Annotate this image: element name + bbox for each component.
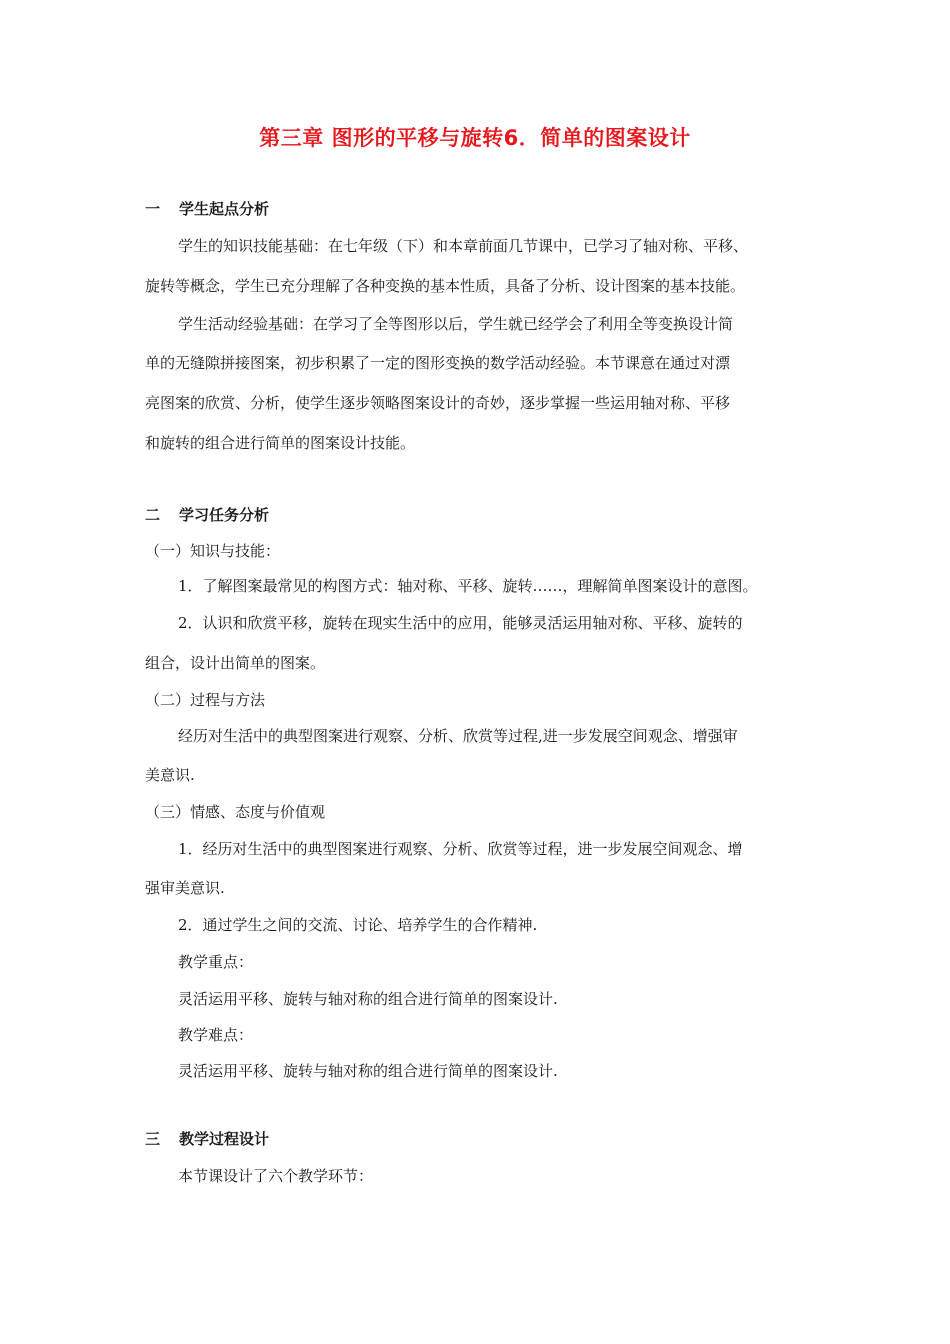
paragraph-line: 经历对生活中的典型图案进行观察、分析、欣赏等过程,进一步发展空间观念、增强审 xyxy=(178,727,738,745)
subsection-heading: （一）知识与技能： xyxy=(145,542,281,560)
document-title: 第三章 图形的平移与旋转6．简单的图案设计 xyxy=(259,126,691,150)
section-1-number: 一 xyxy=(145,200,161,218)
list-item: 1．经历对生活中的典型图案进行观察、分析、欣赏等过程，进一步发展空间观念、增 xyxy=(178,840,743,858)
paragraph-line: 本节课设计了六个教学环节： xyxy=(178,1167,374,1185)
section-1-heading xyxy=(145,199,269,219)
list-item-continuation: 组合，设计出简单的图案。 xyxy=(145,654,326,672)
subsection-heading: （三）情感、态度与价值观 xyxy=(145,803,326,821)
list-item: 2．通过学生之间的交流、讨论、培养学生的合作精神. xyxy=(178,916,538,934)
paragraph-line: 和旋转的组合进行简单的图案设计技能。 xyxy=(145,434,416,452)
paragraph-line: 旋转等概念，学生已充分理解了各种变换的基本性质，具备了分析、设计图案的基本技能。 xyxy=(145,277,746,295)
teaching-key-text: 灵活运用平移、旋转与轴对称的组合进行简单的图案设计. xyxy=(178,990,558,1008)
section-1-title: 学生起点分析 xyxy=(179,200,270,218)
paragraph-line: 学生活动经验基础：在学习了全等图形以后，学生就已经学会了利用全等变换设计简 xyxy=(178,315,734,333)
paragraph-line: 美意识. xyxy=(145,766,195,784)
list-item: 1．了解图案最常见的构图方式：轴对称、平移、旋转……，理解简单图案设计的意图。 xyxy=(178,577,758,595)
teaching-difficulty-label: 教学难点： xyxy=(178,1026,254,1044)
teaching-key-label: 教学重点： xyxy=(178,953,254,971)
list-item: 2．认识和欣赏平移，旋转在现实生活中的应用，能够灵活运用轴对称、平移、旋转的 xyxy=(178,614,743,632)
section-3-title: 教学过程设计 xyxy=(179,1130,270,1148)
paragraph-line: 学生的知识技能基础：在七年级（下）和本章前面几节课中，已学习了轴对称、平移、 xyxy=(178,237,749,255)
paragraph-line: 亮图案的欣赏、分析，使学生逐步领略图案设计的奇妙，逐步掌握一些运用轴对称、平移 xyxy=(145,394,731,412)
section-3-heading xyxy=(145,1129,269,1149)
section-2-heading xyxy=(145,505,269,525)
section-3-number: 三 xyxy=(145,1130,161,1148)
subsection-heading: （二）过程与方法 xyxy=(145,691,266,709)
section-2-title: 学习任务分析 xyxy=(179,506,270,524)
section-2-number: 二 xyxy=(145,506,161,524)
paragraph-line: 单的无缝隙拼接图案，初步积累了一定的图形变换的数学活动经验。本节课意在通过对漂 xyxy=(145,354,731,372)
teaching-difficulty-text: 灵活运用平移、旋转与轴对称的组合进行简单的图案设计. xyxy=(178,1062,558,1080)
list-item-continuation: 强审美意识. xyxy=(145,879,225,897)
